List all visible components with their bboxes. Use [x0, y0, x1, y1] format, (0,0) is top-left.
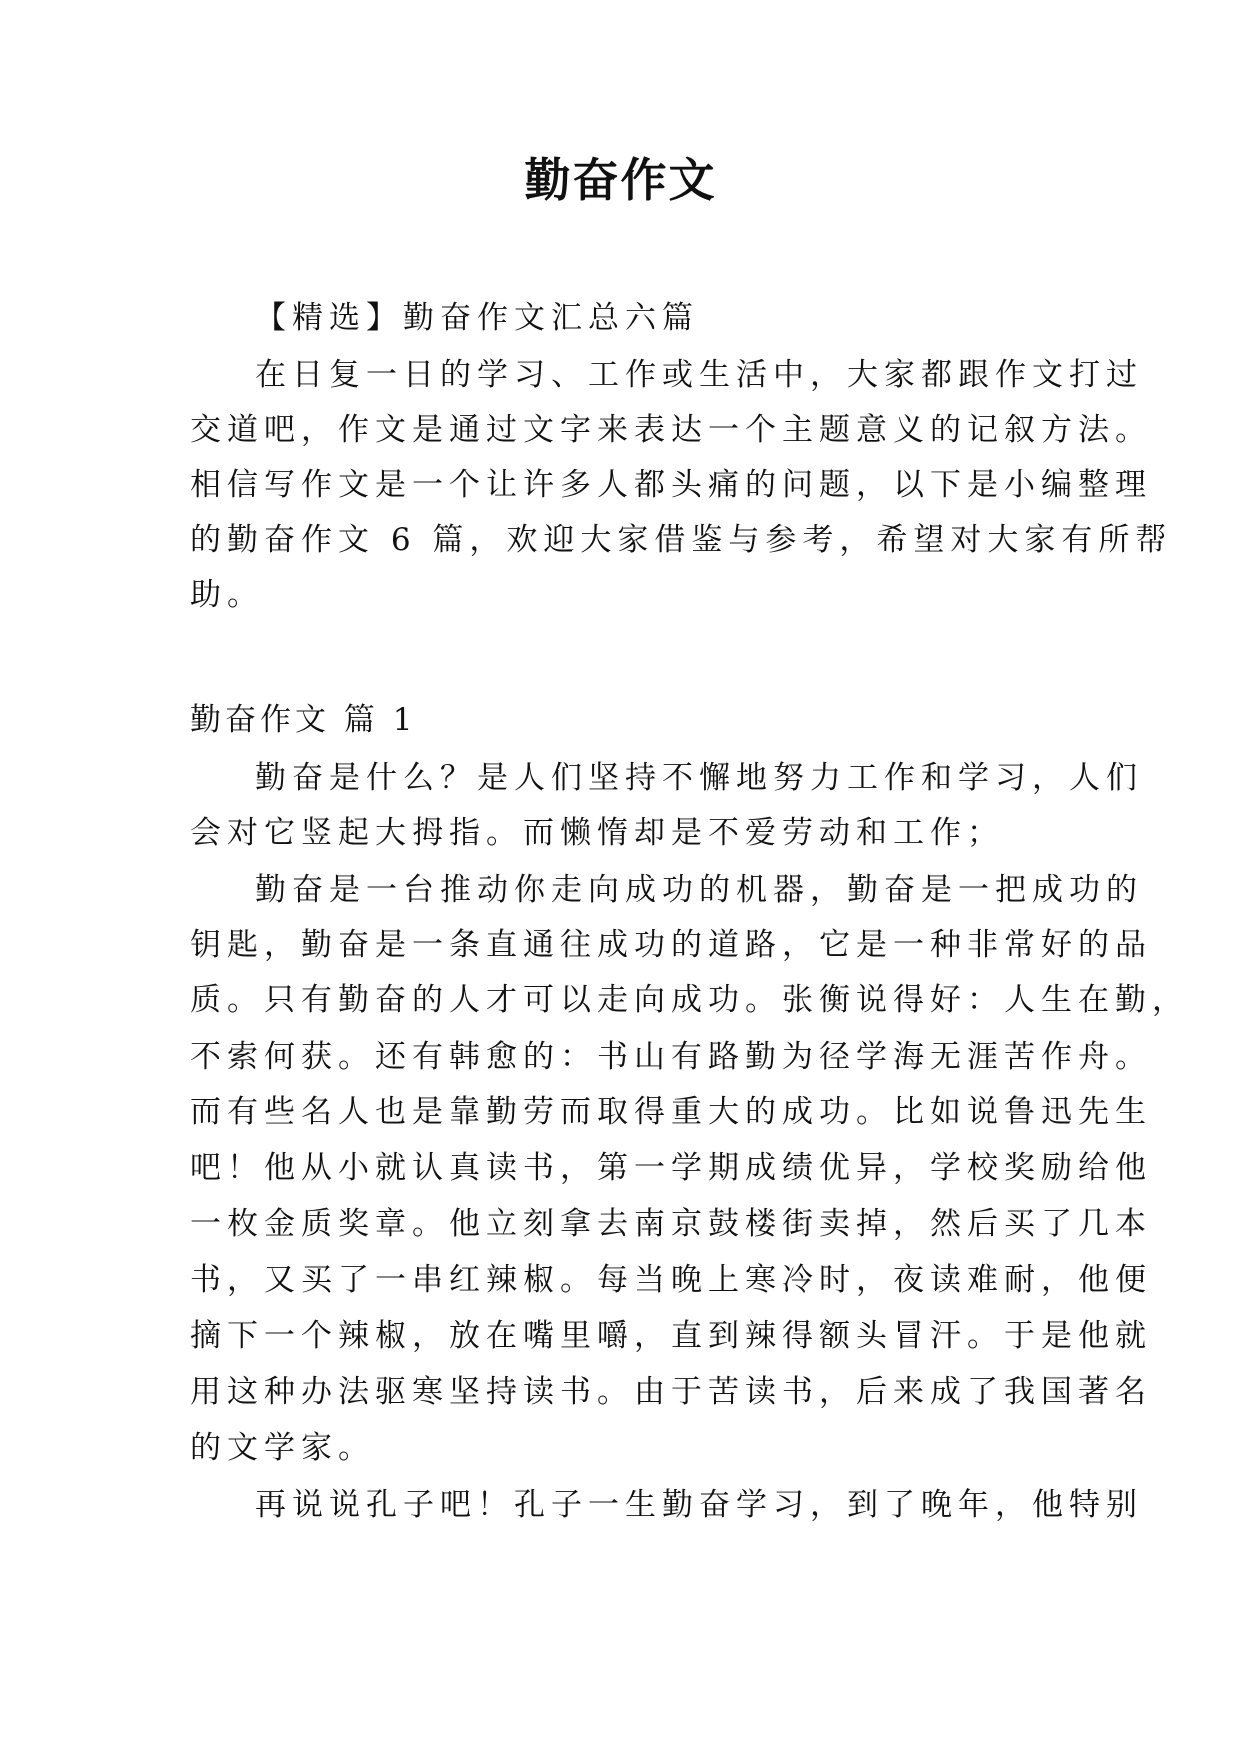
intro-line: 在日复一日的学习、工作或生活中，大家都跟作文打过	[255, 357, 1143, 393]
intro-line: 的勤奋作文 6 篇，欢迎大家借鉴与参考，希望对大家有所帮	[190, 522, 1173, 558]
para-line: 不索何获。还有韩愈的：书山有路勤为径学海无涯苦作舟。	[190, 1039, 1152, 1075]
intro-line: 交道吧，作文是通过文字来表达一个主题意义的记叙方法。	[190, 412, 1152, 448]
intro-line: 助。	[190, 577, 264, 613]
para-line: 勤奋是什么？是人们坚持不懈地努力工作和学习，人们	[255, 760, 1143, 796]
para-line: 书，又买了一串红辣椒。每当晚上寒冷时，夜读难耐，他便	[190, 1262, 1152, 1298]
intro-line: 相信写作文是一个让许多人都头痛的问题，以下是小编整理	[190, 467, 1152, 503]
para-line: 再说说孔子吧！孔子一生勤奋学习，到了晚年，他特别	[255, 1487, 1143, 1523]
para-line: 一枚金质奖章。他立刻拿去南京鼓楼街卖掉，然后买了几本	[190, 1206, 1152, 1242]
para-line: 而有些名人也是靠勤劳而取得重大的成功。比如说鲁迅先生	[190, 1094, 1152, 1130]
para-line: 的文学家。	[190, 1430, 375, 1466]
section-heading: 勤奋作文 篇 1	[190, 702, 417, 738]
para-line: 会对它竖起大拇指。而懒惰却是不爱劳动和工作；	[190, 815, 1004, 851]
para-line: 质。只有勤奋的人才可以走向成功。张衡说得好：人生在勤，	[190, 982, 1189, 1018]
document-subtitle: 【精选】勤奋作文汇总六篇	[255, 300, 699, 336]
document-title: 勤奋作文	[524, 153, 717, 207]
para-line: 勤奋是一台推动你走向成功的机器，勤奋是一把成功的	[255, 872, 1143, 908]
para-line: 钥匙，勤奋是一条直通往成功的道路，它是一种非常好的品	[190, 927, 1152, 963]
para-line: 吧！他从小就认真读书，第一学期成绩优异，学校奖励给他	[190, 1150, 1152, 1186]
para-line: 用这种办法驱寒坚持读书。由于苦读书，后来成了我国著名	[190, 1374, 1152, 1410]
para-line: 摘下一个辣椒，放在嘴里嚼，直到辣得额头冒汗。于是他就	[190, 1318, 1152, 1354]
